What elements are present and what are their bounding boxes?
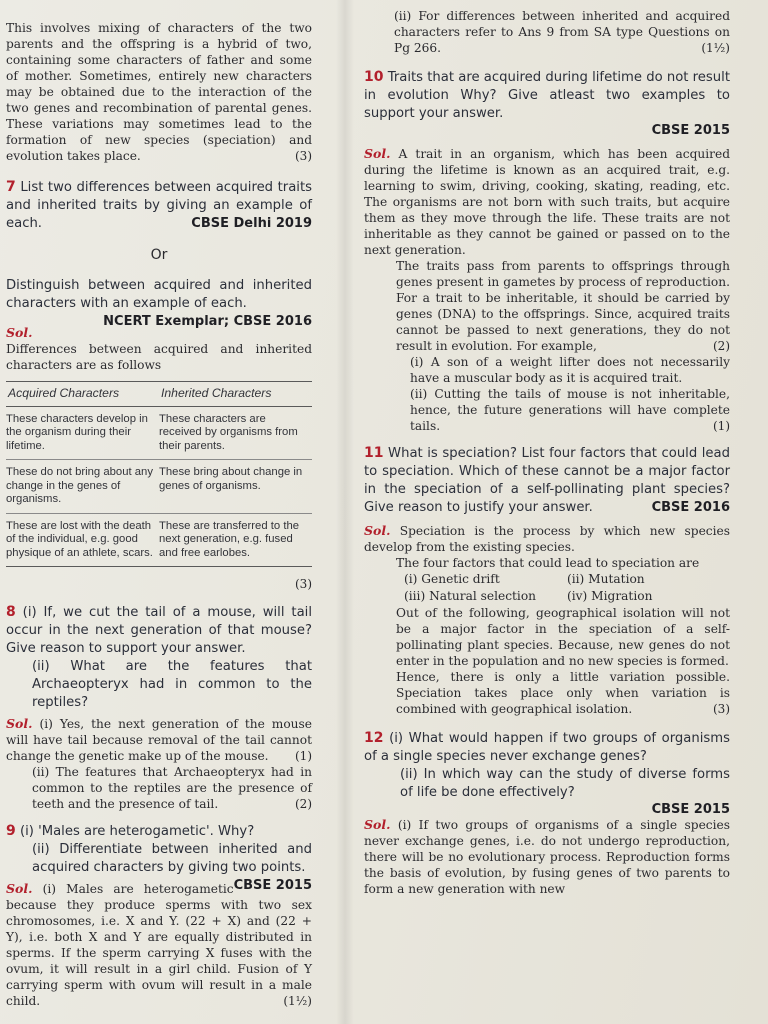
solution-10-example-2-marks: (1)	[713, 419, 730, 433]
table-header-inherited: Inherited Characters	[159, 382, 312, 407]
carried-over-answer	[394, 8, 730, 56]
carried-over-marks: (1½)	[701, 41, 730, 55]
solution-label: Sol.	[6, 716, 33, 731]
question-11-number: 11	[364, 445, 384, 461]
question-8-part-2: (ii) What are the features that Archaeopteryx had in common to the reptiles?	[32, 659, 312, 710]
list-item: (iii) Natural selection	[404, 589, 537, 603]
comparison-table	[6, 381, 312, 567]
table-cell: These are transferred to the next generation, e.g. fused and free earlobes.	[159, 513, 312, 567]
question-9-part-1	[6, 822, 312, 841]
table-cell: These characters are received by organisms from their parents.	[159, 406, 312, 460]
solution-9-marks: (1½)	[283, 994, 312, 1008]
question-11-reference: CBSE 2016	[651, 500, 730, 515]
table-cell: These are lost with the death of the individual, e.g. good physique of an athlete, scars.	[6, 513, 159, 567]
solution-10-example-1: (i) A son of a weight lifter does not necessarily have a muscular body as it is acquired trait.	[410, 355, 730, 385]
solution-12	[364, 817, 730, 897]
question-7-text: List two differences between acquired traits and inherited traits by giving an example of each.	[6, 180, 312, 231]
or-separator: Or	[150, 247, 168, 263]
table-row	[6, 513, 312, 567]
table-row	[6, 406, 312, 460]
question-7-alt-text: Distinguish between acquired and inherited characters with an example of each.	[6, 278, 312, 311]
question-10-reference: CBSE 2015	[651, 123, 730, 138]
solution-9	[6, 881, 312, 1009]
solution-10-p1: A trait in an organism, which has been acquired during the lifetime is known as an acquired trait, e.g. learning to swim, driving, cooking, skating, reading, etc. The organisms are not born with such traits, but acquire them as they move through the life. These traits are not inheritable as they cannot be gained or passed on to the next generation.	[364, 147, 731, 257]
solution-8-part-2-text: (ii) The features that Archaeopteryx had in common to the reptiles are the presence of teeth and the presence of tail.	[32, 765, 312, 811]
solution-10-p2: The traits pass from parents to offsprings through genes present in gametes by process of reproduction. For a trait to be inheritable, it should be carried by genes (DNA) to the offsprings. Since, acquired traits cannot be passed to next generations, they do not result in evolution. For example,	[396, 259, 730, 353]
question-10	[364, 68, 730, 123]
question-10-text: Traits that are acquired during lifetime do not result in evolution Why? Give atleast two examples to support your answer.	[364, 70, 730, 121]
carried-over-text: (ii) For differences between inherited and acquired characters refer to Ans 9 from SA type Questions on Pg 266.	[394, 9, 730, 55]
question-9-number: 9	[6, 823, 16, 839]
solution-11-paragraph-1	[364, 523, 730, 555]
question-11-text: What is speciation? List four factors that could lead to speciation. Which of these cannot be a major factor in the speciation of a self-pollinating plant species? Give reason to justify your answer.	[364, 446, 730, 515]
solution-10-p2-marks: (2)	[713, 339, 730, 353]
question-7	[6, 178, 312, 233]
intro-text: This involves mixing of characters of the two parents and the offspring is a hybrid of two, containing some characters of father and some of mother. Sometimes, entirely new characters may be obtained due to the interaction of the two genes and recombination of parental genes. These variations may sometimes lead to the formation of new species (speciation) and evolution takes place.	[6, 21, 312, 163]
intro-marks: (3)	[295, 149, 312, 163]
question-12-part-1-text: (i) What would happen if two groups of organisms of a single species never exchange genes?	[364, 731, 730, 764]
question-8-part-1	[6, 603, 312, 658]
solution-12-text: (i) If two groups of organisms of a single species never exchange genes, i.e. do not undergo reproduction, there will be no evolutionary process. Reproduction forms the basis of evolution, by fusing genes of two parents to form a new generation with new	[364, 818, 730, 896]
question-12-reference: CBSE 2015	[651, 802, 730, 817]
table-header-acquired: Acquired Characters	[6, 382, 159, 407]
intro-paragraph	[6, 20, 312, 164]
question-9-part-2	[32, 841, 312, 893]
left-column	[6, 20, 312, 1009]
question-7-reference: CBSE Delhi 2019	[191, 216, 312, 231]
list-item: (ii) Mutation	[567, 572, 645, 586]
solution-11-marks: (3)	[713, 702, 730, 716]
solution-7-text: Differences between acquired and inherited characters are as follows	[6, 342, 312, 372]
solution-10-paragraph-1	[364, 146, 730, 258]
question-12-number: 12	[364, 730, 384, 746]
question-12-part-1	[364, 729, 730, 766]
solution-11-p1: Speciation is the process by which new species develop from the existing species.	[364, 524, 730, 554]
solution-9-text: (i) Males are heterogametic because they produce sperms with two sex chromosomes, i.e. X and Y. (22 + X) and (22 + Y), i.e. both X and Y are equally distributed in sperms. If the sperm carrying X fuses with the ovum, it will result in a girl child. Fusion of Y carrying sperm with ovum will result in a male child.	[6, 882, 312, 1008]
table-cell: These do not bring about any change in the genes of organisms.	[6, 460, 159, 514]
solution-label: Sol.	[364, 817, 391, 832]
solution-11-p4-text: Hence, there is only a little variation possible. Speciation takes place only when variation is combined with geographical isolation.	[396, 670, 730, 716]
speciation-factors-list	[404, 571, 730, 605]
question-11	[364, 444, 730, 517]
question-7-alternative	[6, 277, 312, 329]
solution-label: Sol.	[364, 146, 391, 161]
table-cell: These bring about change in genes of organisms.	[159, 460, 312, 514]
solution-10-paragraph-2	[396, 258, 730, 354]
solution-10-example-2	[410, 386, 730, 434]
question-7-number: 7	[6, 179, 16, 195]
book-spine-shadow	[336, 0, 354, 1024]
question-7-alt-reference: NCERT Exemplar; CBSE 2016	[103, 314, 312, 329]
solution-label: Sol.	[6, 325, 33, 340]
right-column	[364, 8, 730, 897]
list-item: (i) Genetic drift	[404, 572, 500, 586]
solution-label: Sol.	[364, 523, 391, 538]
question-9-part-1-text: (i) 'Males are heterogametic'. Why?	[19, 824, 255, 839]
question-9-reference: CBSE 2015	[233, 878, 312, 893]
question-12-part-2: (ii) In which way can the study of diverse forms of life be done effectively?	[400, 767, 730, 800]
solution-11-p2: The four factors that could lead to speciation are	[396, 556, 700, 570]
solution-7-intro	[6, 325, 312, 373]
question-10-number: 10	[364, 69, 384, 85]
solution-11-p3: Out of the following, geographical isolation will not be a major factor in the speciation of a self-pollinating plant species. Because, new genes do not enter in the population and no new species is formed.	[396, 606, 730, 668]
question-9-part-2-text: (ii) Differentiate between inherited and acquired characters by giving two points.	[32, 842, 312, 875]
solution-8-part-1-marks: (1)	[295, 749, 312, 763]
solution-10-example-2-text: (ii) Cutting the tails of mouse is not inheritable, hence, the future generations will have complete tails.	[410, 387, 730, 433]
solution-8-part-1	[6, 716, 312, 764]
solution-8-part-1-text: (i) Yes, the next generation of the mouse will have tail because removal of the tail cannot change the genetic make up of the mouse.	[6, 717, 312, 763]
question-8-number: 8	[6, 604, 16, 620]
list-item: (iv) Migration	[567, 589, 653, 603]
solution-11-p4	[396, 669, 730, 717]
solution-label: Sol.	[6, 881, 33, 896]
table-row	[6, 460, 312, 514]
table-cell: These characters develop in the organism during their lifetime.	[6, 406, 159, 460]
table-marks: (3)	[295, 577, 312, 591]
solution-8-part-2-marks: (2)	[295, 797, 312, 811]
solution-8-part-2	[32, 764, 312, 812]
question-8-part-1-text: (i) If, we cut the tail of a mouse, will tail occur in the next generation of that mouse? Give reason to support your answer.	[6, 605, 312, 656]
